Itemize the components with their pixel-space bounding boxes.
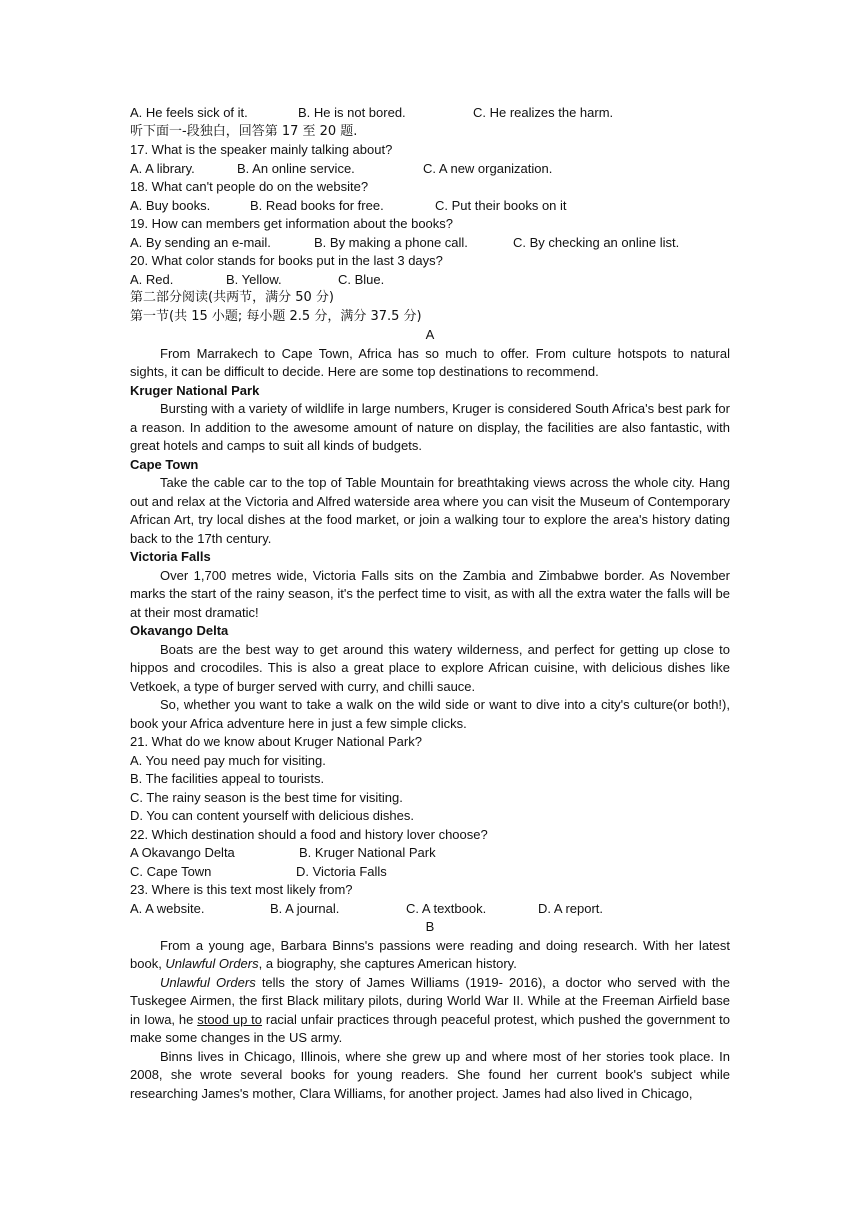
question-22: 22. Which destination should a food and history lover choose?	[130, 826, 488, 842]
section-heading: Kruger National Park	[130, 382, 260, 398]
option: B. An online service.	[237, 160, 355, 176]
option: C. Cape Town	[130, 863, 212, 879]
question-19: 19. How can members get information about the books?	[130, 216, 454, 231]
section-heading: Cape Town	[130, 456, 199, 472]
q22-options-row2	[130, 863, 730, 882]
question-17: 17. What is the speaker mainly talking about?	[130, 142, 393, 157]
passage-b-paragraph-1	[130, 937, 730, 974]
option: D. You can content yourself with delicious dishes.	[130, 808, 415, 823]
book-title: Unlawful Orders	[165, 956, 259, 971]
q16-options	[130, 104, 730, 123]
section-text: Take the cable car to the top of Table Mountain for breathtaking views across the whole city. Hang out and relax at the Victoria and Alfred waterside area where you can visit the Museum of Contemporary African Art, try local dishes at the food market, or join a walking tour to explore the area's history dating back to the 17th century.	[130, 475, 730, 546]
option: C. The rainy season is the best time for visiting.	[130, 789, 403, 805]
section-text: Boats are the best way to get around this watery wilderness, and perfect for getting up close to hippos and crocodiles. This is also a great place to explore African cuisine, with delicious dishes like Vetkoek, a type of burger served with curry, and chilli sauce.	[130, 641, 730, 694]
question-20: 20. What color stands for books put in the last 3 days?	[130, 253, 443, 268]
passage-label-a: A	[425, 327, 435, 342]
option: B. By making a phone call.	[314, 234, 468, 250]
q20-options	[130, 271, 730, 290]
option: A. You need pay much for visiting.	[130, 752, 326, 768]
q19-options	[130, 234, 730, 253]
underlined-phrase: stood up to	[197, 1011, 263, 1027]
passage-label-b: B	[425, 919, 435, 934]
question-23: 23. Where is this text most likely from?	[130, 882, 353, 897]
option: A. He feels sick of it.	[130, 105, 248, 120]
option: C. A new organization.	[423, 160, 553, 176]
option: A. A library.	[130, 160, 195, 176]
text: From a young age, Barbara Binns's passions were reading and doing research. With her latest book,	[130, 937, 730, 971]
q17-options	[130, 160, 730, 179]
section-text: Bursting with a variety of wildlife in large numbers, Kruger is considered South Africa's best park for a reason. In addition to the awesome amount of nature on display, the facilities are also fantastic, with great hotels and camps to suit all kinds of budgets.	[130, 401, 730, 453]
option: C. Put their books on it	[435, 197, 567, 213]
book-title: Unlawful Orders	[160, 974, 256, 990]
option: A. Buy books.	[130, 197, 211, 213]
option: B. A journal.	[270, 900, 340, 916]
question-18: 18. What can't people do on the website?	[130, 179, 369, 194]
passage-b-paragraph-2	[130, 974, 730, 1048]
q23-options	[130, 900, 730, 919]
section-heading: Victoria Falls	[130, 549, 211, 564]
option: A Okavango Delta	[130, 845, 235, 860]
option: B. The facilities appeal to tourists.	[130, 771, 325, 786]
document-page	[130, 104, 730, 1103]
question-21: 21. What do we know about Kruger National Park?	[130, 734, 422, 749]
passage-b-paragraph-3: Binns lives in Chicago, Illinois, where she grew up and where most of her stories took place. In 2008, she wrote several books for young readers. She found her current book's subject while researching James's mother, Clara Williams, for another project. James had also lived in Chicago,	[130, 1048, 730, 1101]
section-heading: Okavango Delta	[130, 623, 229, 638]
option: B. Kruger National Park	[299, 845, 436, 860]
option: A. A website.	[130, 900, 205, 916]
q18-options	[130, 197, 730, 216]
option: C. A textbook.	[406, 900, 487, 916]
option: A. Red.	[130, 271, 174, 287]
option: C. By checking an online list.	[513, 234, 680, 250]
option: C. Blue.	[338, 271, 385, 287]
q22-options-row1	[130, 844, 730, 863]
option: C. He realizes the harm.	[473, 105, 614, 120]
option: D. A report.	[538, 900, 604, 916]
listening-instruction: 听下面一-段独白，回答第 17 至 20 题.	[130, 123, 358, 139]
section-text: Over 1,700 metres wide, Victoria Falls sits on the Zambia and Zimbabwe border. As November marks the start of the rainy season, it's the perfect time to visit, as with all the extra water the falls will be at their most dramatic!	[130, 567, 730, 620]
part-title: 第二部分阅读(共两节，满分 50 分)	[130, 290, 334, 305]
option: B. He is not bored.	[298, 105, 406, 120]
text: tells the story of James Williams (1919- 2016), a doctor who served with the Tuskegee Airmen, the first Black military pilots, during World War II. While at the Freeman Airfield base in Iowa, he	[130, 974, 730, 1027]
passage-a-closing: So, whether you want to take a walk on the wild side or want to dive into a city's culture(or both!), book your Africa adventure here in just a few simple clicks.	[130, 697, 730, 731]
section-title: 第一节(共 15 小题; 每小题 2.5 分，满分 37.5 分)	[130, 308, 422, 324]
option: B. Read books for free.	[250, 197, 384, 213]
passage-a-intro: From Marrakech to Cape Town, Africa has so much to offer. From culture hotspots to natural sights, it can be difficult to decide. Here are some top destinations to recommend.	[130, 345, 730, 379]
text: racial unfair practices through peaceful protest, which pushed the government to make some changes in the US army.	[130, 1011, 730, 1045]
option: D. Victoria Falls	[296, 863, 387, 879]
text: , a biography, she captures American history.	[258, 956, 517, 971]
option: A. By sending an e-mail.	[130, 234, 271, 250]
option: B. Yellow.	[226, 271, 282, 287]
